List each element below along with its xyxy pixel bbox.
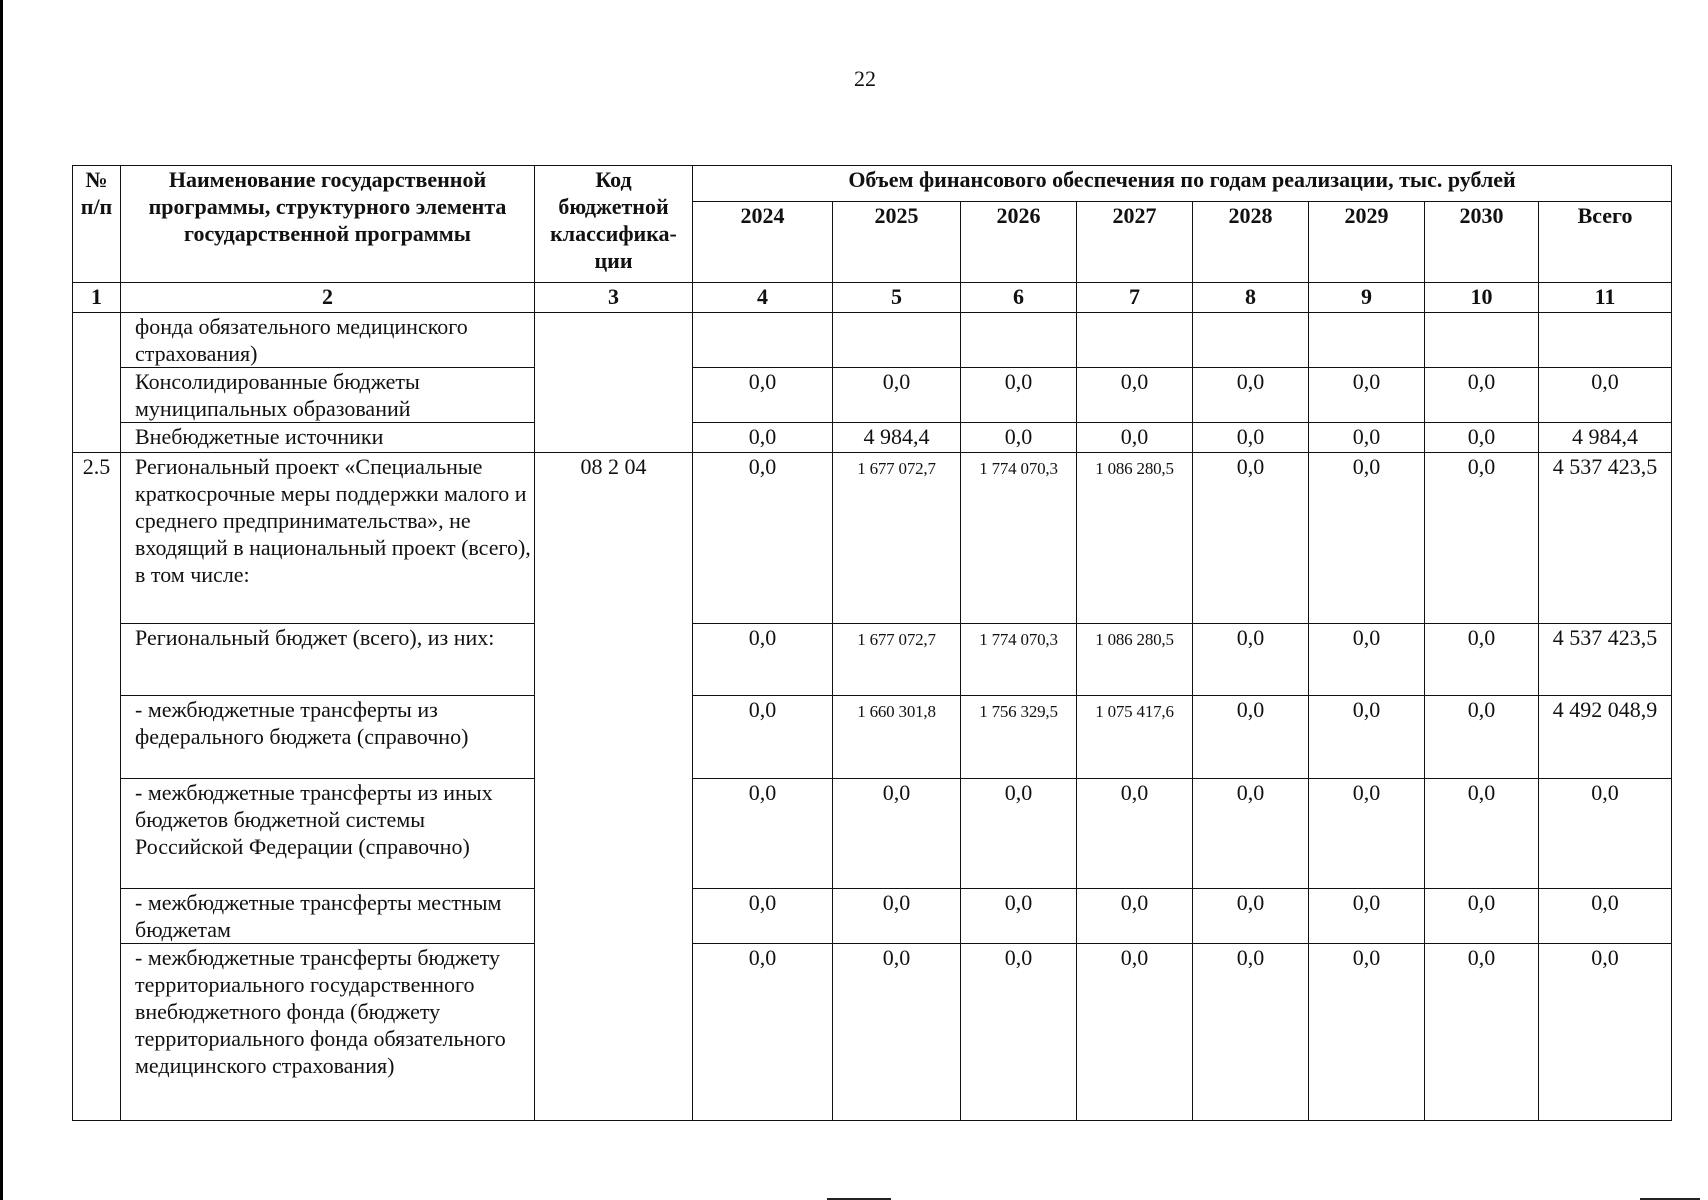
row-index-cell — [73, 313, 121, 453]
value-cell: 0,0 — [1193, 944, 1309, 1121]
header-volume: Объем финансового обеспечения по годам реализации, тыс. рублей — [693, 166, 1672, 202]
row-name: Внебюджетные источники — [121, 423, 535, 453]
value-cell: 0,0 — [693, 624, 833, 696]
value-cell: 0,0 — [1425, 944, 1539, 1121]
row-name: - межбюджетные трансферты бюджету территориального государственного внебюджетного фонда (бюджету территориального фонда обязательного медицинского страхования) — [121, 944, 535, 1121]
row-name: - межбюджетные трансферты местным бюджетам — [121, 889, 535, 944]
table-row — [73, 423, 1672, 453]
header-year: 2024 — [693, 202, 833, 283]
value-cell: 0,0 — [693, 889, 833, 944]
header-year: 2030 — [1425, 202, 1539, 283]
value-cell: 0,0 — [693, 423, 833, 453]
value-cell: 4 984,4 — [833, 423, 961, 453]
value-cell: 0,0 — [1425, 624, 1539, 696]
value-cell: 0,0 — [1309, 779, 1425, 889]
value-cell — [833, 313, 961, 368]
table-row — [73, 453, 1672, 624]
value-cell: 0,0 — [1309, 889, 1425, 944]
row-code-cell — [535, 313, 693, 453]
column-number: 7 — [1077, 283, 1193, 313]
table-row — [73, 779, 1672, 889]
value-cell: 1 660 301,8 — [833, 696, 961, 779]
column-number: 10 — [1425, 283, 1539, 313]
value-cell: 0,0 — [961, 889, 1077, 944]
budget-table — [72, 165, 1672, 1121]
value-cell: 0,0 — [833, 368, 961, 423]
value-cell — [1539, 313, 1672, 368]
table-row — [73, 696, 1672, 779]
column-number: 2 — [121, 283, 535, 313]
value-cell: 0,0 — [693, 368, 833, 423]
value-cell: 0,0 — [1425, 696, 1539, 779]
value-cell: 4 537 423,5 — [1539, 453, 1672, 624]
value-cell: 1 774 070,3 — [961, 453, 1077, 624]
value-cell — [1309, 313, 1425, 368]
value-cell: 0,0 — [961, 944, 1077, 1121]
value-cell: 1 677 072,7 — [833, 624, 961, 696]
value-cell: 0,0 — [1077, 889, 1193, 944]
scan-left-edge — [0, 0, 3, 1200]
table-row — [73, 944, 1672, 1121]
value-cell — [1077, 313, 1193, 368]
value-cell: 0,0 — [833, 779, 961, 889]
value-cell: 0,0 — [1425, 423, 1539, 453]
column-number: 4 — [693, 283, 833, 313]
value-cell: 1 756 329,5 — [961, 696, 1077, 779]
value-cell — [1425, 313, 1539, 368]
value-cell: 0,0 — [1193, 696, 1309, 779]
value-cell: 0,0 — [1425, 453, 1539, 624]
value-cell: 0,0 — [1425, 779, 1539, 889]
value-cell: 0,0 — [1077, 368, 1193, 423]
header-no: № п/п — [73, 166, 121, 283]
column-number: 9 — [1309, 283, 1425, 313]
page-number: 22 — [854, 66, 876, 91]
header-year: 2028 — [1193, 202, 1309, 283]
value-cell: 0,0 — [961, 779, 1077, 889]
header-year: 2029 — [1309, 202, 1425, 283]
value-cell: 0,0 — [1309, 453, 1425, 624]
value-cell: 1 086 280,5 — [1077, 624, 1193, 696]
value-cell: 1 075 417,6 — [1077, 696, 1193, 779]
value-cell: 4 984,4 — [1539, 423, 1672, 453]
row-name: Консолидированные бюджеты муниципальных образований — [121, 368, 535, 423]
header-code: Код бюджетной классифика-ции — [535, 166, 693, 283]
header-year: 2027 — [1077, 202, 1193, 283]
value-cell: 0,0 — [1077, 779, 1193, 889]
value-cell: 0,0 — [693, 453, 833, 624]
value-cell: 0,0 — [1309, 423, 1425, 453]
value-cell: 4 492 048,9 — [1539, 696, 1672, 779]
value-cell: 0,0 — [1425, 889, 1539, 944]
column-number: 1 — [73, 283, 121, 313]
column-number: 3 — [535, 283, 693, 313]
header-year: 2025 — [833, 202, 961, 283]
value-cell: 0,0 — [1193, 889, 1309, 944]
value-cell: 0,0 — [1077, 944, 1193, 1121]
value-cell: 0,0 — [1077, 423, 1193, 453]
value-cell: 0,0 — [833, 889, 961, 944]
header-total: Всего — [1539, 202, 1672, 283]
value-cell: 0,0 — [1193, 423, 1309, 453]
value-cell — [961, 313, 1077, 368]
row-name: Региональный проект «Специальные краткосрочные меры поддержки малого и среднего предпринимательства», не входящий в национальный проект (всего), в том числе: — [121, 453, 535, 624]
header-year: 2026 — [961, 202, 1077, 283]
value-cell: 0,0 — [1539, 779, 1672, 889]
value-cell: 0,0 — [1425, 368, 1539, 423]
value-cell: 0,0 — [1309, 624, 1425, 696]
value-cell: 0,0 — [1193, 453, 1309, 624]
value-cell — [1193, 313, 1309, 368]
value-cell: 0,0 — [961, 423, 1077, 453]
column-number: 11 — [1539, 283, 1672, 313]
value-cell: 0,0 — [1539, 368, 1672, 423]
value-cell: 0,0 — [1539, 944, 1672, 1121]
table-row — [73, 889, 1672, 944]
row-name: Региональный бюджет (всего), из них: — [121, 624, 535, 696]
row-name: фонда обязательного медицинского страхования) — [121, 313, 535, 368]
value-cell — [693, 313, 833, 368]
value-cell: 0,0 — [1193, 779, 1309, 889]
row-index: 2.5 — [73, 453, 121, 1121]
value-cell: 0,0 — [693, 944, 833, 1121]
value-cell: 0,0 — [693, 696, 833, 779]
value-cell: 0,0 — [1309, 696, 1425, 779]
value-cell: 1 774 070,3 — [961, 624, 1077, 696]
row-code: 08 2 04 — [535, 453, 693, 1121]
column-number: 6 — [961, 283, 1077, 313]
value-cell: 4 537 423,5 — [1539, 624, 1672, 696]
value-cell: 0,0 — [1539, 889, 1672, 944]
row-name: - межбюджетные трансферты из иных бюджетов бюджетной системы Российской Федерации (справочно) — [121, 779, 535, 889]
table-row — [73, 368, 1672, 423]
value-cell: 0,0 — [1309, 944, 1425, 1121]
value-cell: 1 677 072,7 — [833, 453, 961, 624]
value-cell: 0,0 — [833, 944, 961, 1121]
value-cell: 0,0 — [1193, 368, 1309, 423]
value-cell: 0,0 — [1309, 368, 1425, 423]
value-cell: 1 086 280,5 — [1077, 453, 1193, 624]
value-cell: 0,0 — [961, 368, 1077, 423]
header-name: Наименование государственной программы, структурного элемента государственной программы — [121, 166, 535, 283]
column-number: 5 — [833, 283, 961, 313]
value-cell: 0,0 — [693, 779, 833, 889]
value-cell: 0,0 — [1193, 624, 1309, 696]
column-number: 8 — [1193, 283, 1309, 313]
row-name: - межбюджетные трансферты из федерального бюджета (справочно) — [121, 696, 535, 779]
table-row — [73, 313, 1672, 368]
table-row — [73, 624, 1672, 696]
